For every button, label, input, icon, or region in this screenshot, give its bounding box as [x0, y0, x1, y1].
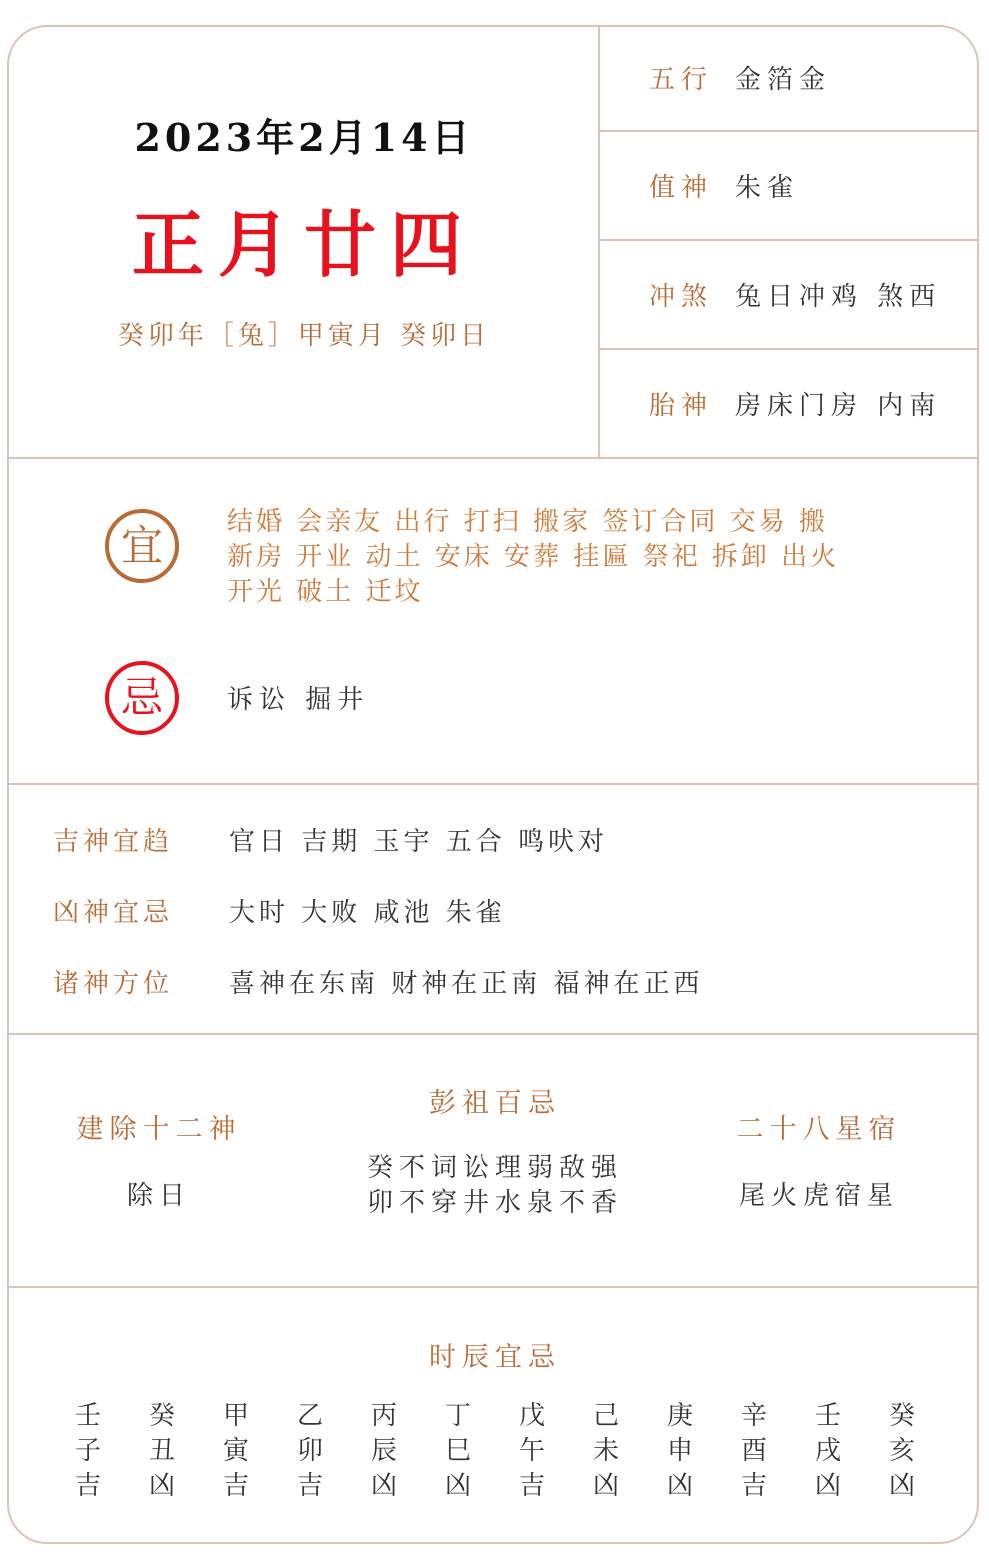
shichen-item: 壬 子 吉: [74, 1401, 101, 1501]
ganzhi-date: 癸卯年［兔］甲寅月 癸卯日: [117, 321, 491, 351]
divider-info-3: [598, 348, 977, 350]
info-chongsha: [649, 276, 941, 313]
shichen-item: 丁 巳 凶: [444, 1401, 471, 1501]
info-label: 冲煞: [649, 282, 714, 312]
shen-row-jishen: [53, 821, 608, 858]
info-zhishen: [649, 167, 799, 204]
divider-columns: [9, 1286, 977, 1288]
shichen-item: 庚 申 凶: [666, 1401, 693, 1501]
divider-yiji: [9, 783, 977, 785]
yi-seal-icon: 宜: [105, 509, 179, 583]
info-label: 值神: [649, 173, 714, 203]
yi-line: 结婚 会亲友 出行 打扫 搬家 签订合同 交易 搬: [227, 507, 828, 537]
divider-header: [9, 457, 977, 459]
shen-label: 吉神宜趋: [53, 827, 174, 857]
yi-line: 新房 开业 动土 安床 安葬 挂匾 祭祀 拆卸 出火: [227, 542, 840, 572]
shen-row-xiongshen: [53, 892, 506, 929]
shichen-item: 己 未 凶: [592, 1401, 619, 1501]
shichen-item: 癸 丑 凶: [148, 1401, 175, 1501]
shen-value: 官日 吉期 玉宇 五合 鸣吠对: [229, 827, 609, 857]
shichen-grid: [52, 1399, 952, 1509]
ji-seal-icon: 忌: [105, 661, 179, 735]
ji-activities: 诉讼 掘井: [227, 685, 370, 715]
yi-activities: [227, 505, 927, 610]
info-value: 金箔金: [735, 65, 832, 95]
shichen-item: 辛 酉 吉: [740, 1401, 767, 1501]
xiu-title: 二十八星宿: [736, 1114, 902, 1145]
pengzu-line: 癸不词讼理弱敌强: [366, 1153, 623, 1183]
pengzu-line: 卯不穿井水泉不香: [366, 1188, 623, 1218]
yi-line: 开光 破土 迁坟: [227, 577, 424, 607]
shichen-item: 丙 辰 凶: [370, 1401, 397, 1501]
info-wuxing: [649, 59, 831, 96]
shen-value: 喜神在东南 财神在正南 福神在正西: [229, 969, 704, 999]
shen-label: 凶神宜忌: [53, 898, 174, 928]
shen-row-fangwei: [53, 963, 704, 1000]
shichen-item: 癸 亥 凶: [888, 1401, 915, 1501]
shichen-item: 甲 寅 吉: [222, 1401, 249, 1501]
shichen-title: 时辰宜忌: [429, 1342, 561, 1373]
info-label: 五行: [649, 65, 714, 95]
divider-info-2: [598, 239, 977, 241]
shen-value: 大时 大败 咸池 朱雀: [229, 898, 506, 928]
info-taishen: [649, 385, 941, 422]
almanac-card: [7, 25, 979, 1544]
jianchu-title: 建除十二神: [76, 1114, 242, 1145]
info-label: 胎神: [649, 391, 714, 421]
lunar-date: 正月廿四: [131, 202, 476, 287]
pengzu-lines: [335, 1151, 655, 1221]
divider-info-1: [598, 130, 977, 132]
xiu-value: 尾火虎宿星: [738, 1181, 899, 1211]
info-value: 兔日冲鸡 煞西: [735, 282, 942, 312]
shichen-item: 戊 午 吉: [518, 1401, 545, 1501]
solar-date: 2023年2月14日: [134, 115, 474, 160]
info-value: 朱雀: [735, 173, 800, 203]
pengzu-title: 彭祖百忌: [429, 1088, 561, 1119]
jianchu-value: 除日: [126, 1181, 191, 1211]
shichen-item: 壬 戌 凶: [814, 1401, 841, 1501]
divider-shen: [9, 1033, 977, 1035]
shen-label: 诸神方位: [53, 969, 174, 999]
shichen-item: 乙 卯 吉: [296, 1401, 323, 1501]
info-value: 房床门房 内南: [735, 391, 942, 421]
